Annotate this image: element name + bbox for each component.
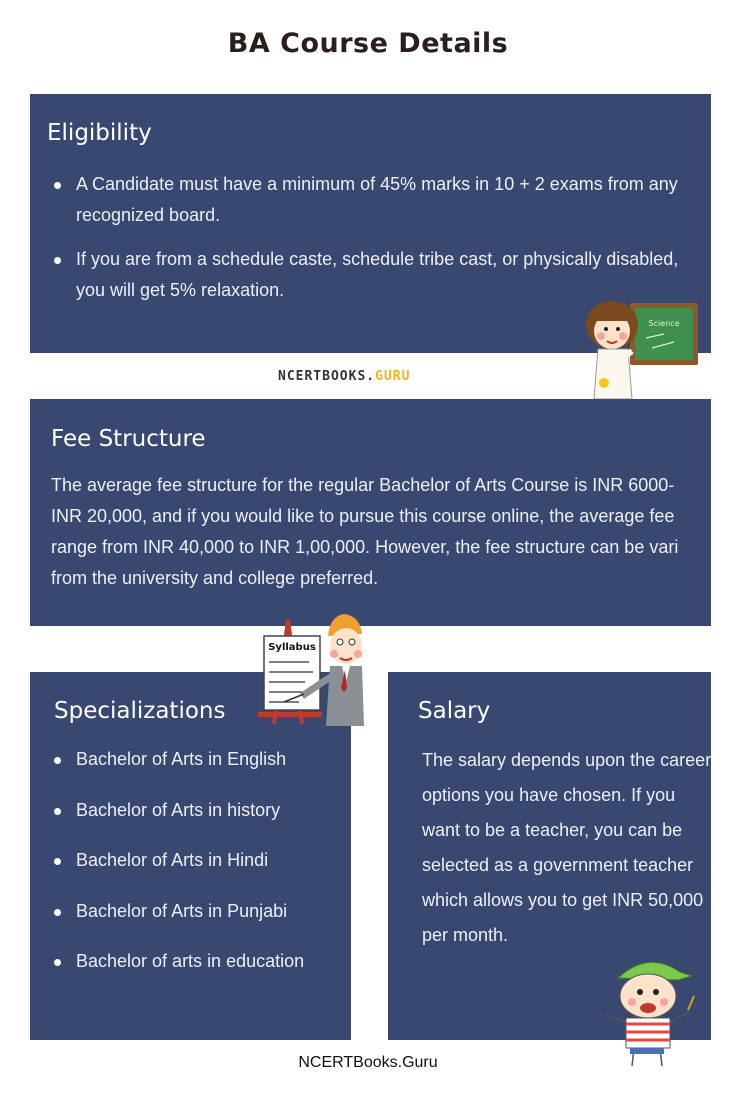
- salary-text: The salary depends upon the career options you have chosen. If you want to be a teacher, you can be selected as a government teacher which allows you to get INR 50,000 per month.: [422, 750, 711, 945]
- specializations-heading: Specializations: [54, 698, 226, 724]
- list-item: Bachelor of Arts in Punjabi: [30, 896, 351, 927]
- chalkboard-text: Science: [648, 319, 680, 328]
- fee-structure-panel: [30, 399, 711, 626]
- footer-brand: NCERTBooks.Guru: [298, 1054, 438, 1071]
- list-item: Bachelor of Arts in Hindi: [30, 845, 351, 876]
- eligibility-heading: Eligibility: [47, 120, 152, 146]
- student-boy-illustration: [600, 952, 704, 1070]
- list-item: Bachelor of Arts in history: [30, 795, 351, 826]
- fee-structure-text: The average fee structure for the regular Bachelor of Arts Course is INR 6000- INR 20,000, and if you would like to pursue this course online, the average fee range from INR 40,000 to INR 1,00,000. However, the fee structure can be vari from the university and college preferred.: [51, 475, 679, 588]
- specializations-list: [30, 744, 351, 997]
- salary-heading: Salary: [418, 698, 491, 724]
- list-item: A Candidate must have a minimum of 45% marks in 10 + 2 exams from any recognized board.: [30, 169, 698, 231]
- page-title: BA Course Details: [227, 28, 509, 59]
- syllabus-presenter-illustration: [252, 612, 372, 728]
- teacher-illustration: [580, 293, 702, 403]
- list-item: Bachelor of Arts in English: [30, 744, 351, 775]
- list-item: If you are from a schedule caste, schedule tribe cast, or physically disabled, you will get 5% relaxation.: [30, 244, 698, 306]
- fee-structure-heading: Fee Structure: [51, 426, 206, 452]
- list-item: Bachelor of arts in education: [30, 946, 351, 977]
- watermark-brand: NCERTBOOKS.GURU: [278, 369, 411, 384]
- syllabus-label: Syllabus: [268, 642, 316, 653]
